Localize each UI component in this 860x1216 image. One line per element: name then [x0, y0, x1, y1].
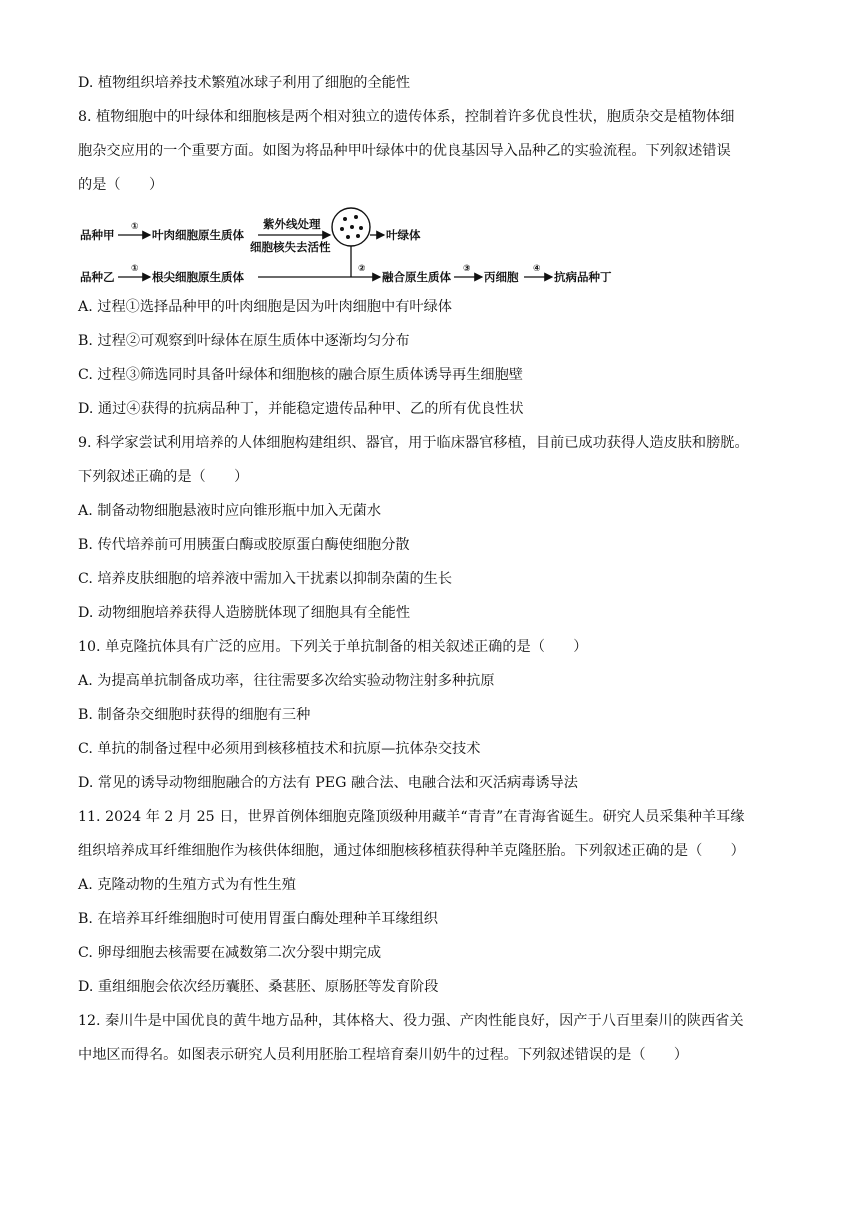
text-line: 下列叙述正确的是（ ）	[78, 469, 249, 485]
label-step2: ②	[358, 264, 366, 274]
label-fused-protoplast: 融合原生质体	[382, 270, 451, 284]
text-line: D. 重组细胞会依次经历囊胚、桑葚胚、原肠胚等发育阶段	[78, 979, 439, 995]
protoplast-fusion-flow-diagram	[78, 203, 638, 293]
text-line: C. 卵母细胞去核需要在减数第二次分裂中期完成	[78, 945, 382, 961]
text-line: 11. 2024 年 2 月 25 日，世界首例体细胞克隆顶级种用藏羊“青青”在青海省诞生。研究人员采集种羊耳缘	[78, 809, 745, 825]
label-step3: ③	[463, 264, 471, 274]
text-line: 9. 科学家尝试利用培养的人体细胞构建组织、器官，用于临床器官移植，目前已成功获得人造皮肤和膀胱。	[78, 435, 749, 451]
text-line: 组织培养成耳纤维细胞作为核供体细胞，通过体细胞核移植获得种羊克隆胚胎。下列叙述正确的是（ ）	[78, 843, 745, 859]
label-species-b: 品种乙	[80, 270, 115, 284]
text-line: 中地区而得名。如图表示研究人员利用胚胎工程培育秦川奶牛的过程。下列叙述错误的是（ ）	[78, 1047, 689, 1063]
text-line: D. 动物细胞培养获得人造膀胱体现了细胞具有全能性	[78, 605, 411, 621]
label-step1: ①	[131, 222, 139, 232]
label-mesophyll-protoplast: 叶肉细胞原生质体	[152, 228, 244, 242]
text-line: 10. 单克隆抗体具有广泛的应用。下列关于单抗制备的相关叙述正确的是（ ）	[78, 639, 588, 655]
text-line: 胞杂交应用的一个重要方面。如图为将品种甲叶绿体中的优良基因导入品种乙的实验流程。下列叙述错误	[78, 143, 731, 159]
text-line: D. 常见的诱导动物细胞融合的方法有 PEG 融合法、电融合法和灭活病毒诱导法	[78, 775, 578, 791]
text-line: 的是（ ）	[78, 177, 164, 193]
label-root-tip-protoplast: 根尖细胞原生质体	[152, 270, 244, 284]
label-step1-b: ①	[131, 264, 139, 274]
treated-protoplast-icon	[332, 208, 370, 246]
label-nucleus-inactive: 细胞核失去活性	[250, 240, 331, 254]
text-line: A. 克隆动物的生殖方式为有性生殖	[78, 877, 296, 893]
label-cell-c: 丙细胞	[484, 270, 519, 284]
label-chloroplast: 叶绿体	[386, 228, 421, 242]
text-line: B. 制备杂交细胞时获得的细胞有三种	[78, 707, 311, 723]
text-line: C. 过程③筛选同时具备叶绿体和细胞核的融合原生质体诱导再生细胞壁	[78, 367, 523, 383]
text-line: A. 制备动物细胞悬液时应向锥形瓶中加入无菌水	[78, 503, 382, 519]
text-line: B. 过程②可观察到叶绿体在原生质体中逐渐均匀分布	[78, 333, 410, 349]
label-uv-treatment: 紫外线处理	[263, 217, 321, 231]
text-line: D. 通过④获得的抗病品种丁，并能稳定遗传品种甲、乙的所有优良性状	[78, 401, 524, 417]
text-line: A. 为提高单抗制备成功率，往往需要多次给实验动物注射多种抗原	[78, 673, 495, 689]
text-line: A. 过程①选择品种甲的叶肉细胞是因为叶肉细胞中有叶绿体	[78, 299, 452, 315]
label-step4: ④	[533, 264, 541, 274]
label-species-a: 品种甲	[80, 228, 115, 242]
label-variety-d: 抗病品种丁	[554, 270, 612, 284]
text-line: 12. 秦川牛是中国优良的黄牛地方品种，其体格大、役力强、产肉性能良好，因产于八百里秦川的陕西省关	[78, 1013, 744, 1029]
text-line: D. 植物组织培养技术繁殖冰球子利用了细胞的全能性	[78, 75, 411, 91]
text-line: B. 传代培养前可用胰蛋白酶或胶原蛋白酶使细胞分散	[78, 537, 410, 553]
text-line: B. 在培养耳纤维细胞时可使用胃蛋白酶处理种羊耳缘组织	[78, 911, 438, 927]
text-line: C. 培养皮肤细胞的培养液中需加入干扰素以抑制杂菌的生长	[78, 571, 453, 587]
text-line: 8. 植物细胞中的叶绿体和细胞核是两个相对独立的遗传体系，控制着许多优良性状，胞质杂交是植物体细	[78, 109, 735, 125]
text-line: C. 单抗的制备过程中必须用到核移植技术和抗原—抗体杂交技术	[78, 741, 481, 757]
